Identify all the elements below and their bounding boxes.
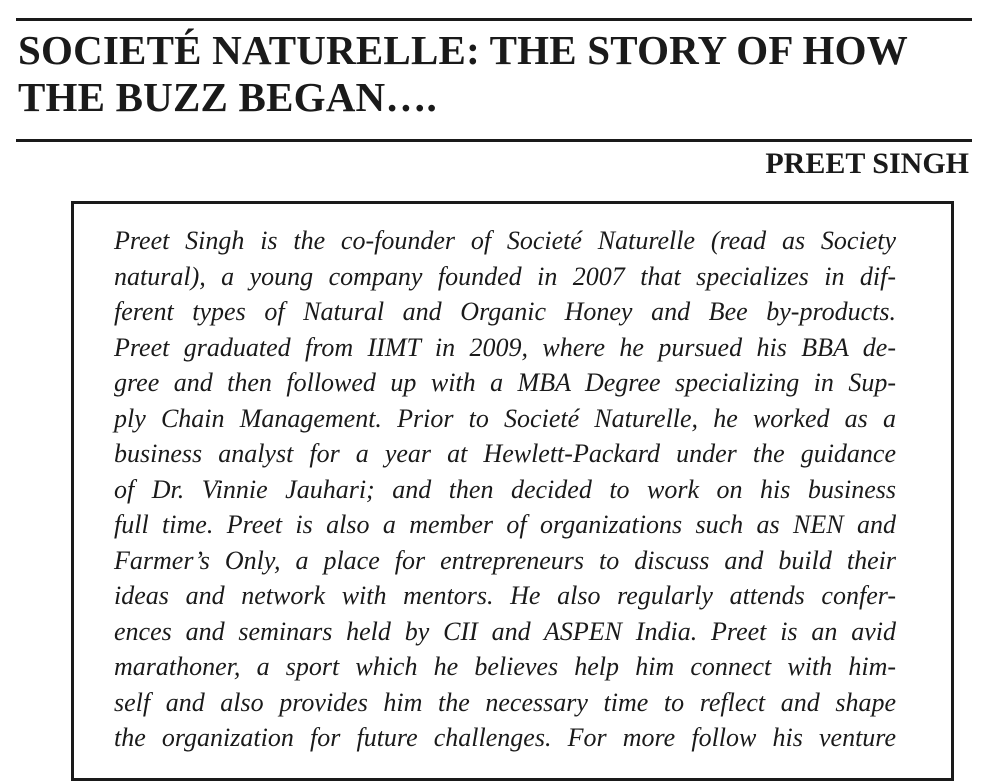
bio-line: ply Chain Management. Prior to Societé Naturelle, he worked as a <box>114 403 896 433</box>
top-rule <box>16 18 972 21</box>
bio-line: marathoner, a sport which he believes help him connect with him- <box>114 652 896 681</box>
bio-line: business analyst for a year at Hewlett-Packard under the guidance <box>114 439 896 468</box>
title-rule <box>16 139 972 142</box>
bio-line: ideas and network with mentors. He also regularly attends confer- <box>114 581 896 610</box>
bio-line: ferent types of Natural and Organic Honey and Bee by-products. <box>114 297 896 326</box>
bio-line: natural), a young company founded in 2007 that specializes in dif- <box>114 261 896 291</box>
article-title: SOCIETÉ NATURELLE: THE STORY OF HOW THE BUZZ BEGAN…. <box>18 27 908 120</box>
bio-line: Preet Singh is the co-founder of Societé Naturelle (read as Society <box>114 226 896 255</box>
bio-line: full time. Preet is also a member of organizations such as NEN and <box>114 510 896 539</box>
bio-line: Preet graduated from IIMT in 2009, where he pursued his BBA de- <box>114 332 896 362</box>
bio-line: ences and seminars held by CII and ASPEN India. Preet is an avid <box>114 616 896 646</box>
bio-line: self and also provides him the necessary time to reflect and shape <box>114 687 896 717</box>
bio-line: the organization for future challenges. For more follow his venture <box>114 723 896 752</box>
bio-line: of Dr. Vinnie Jauhari; and then decided to work on his business <box>114 474 896 504</box>
bio-line: Farmer’s Only, a place for entrepreneurs to discuss and build their <box>114 545 896 575</box>
bio-line: gree and then followed up with a MBA Degree specializing in Sup- <box>114 368 896 397</box>
author-bio-text <box>114 223 896 756</box>
author-name: PREET SINGH <box>765 147 969 180</box>
